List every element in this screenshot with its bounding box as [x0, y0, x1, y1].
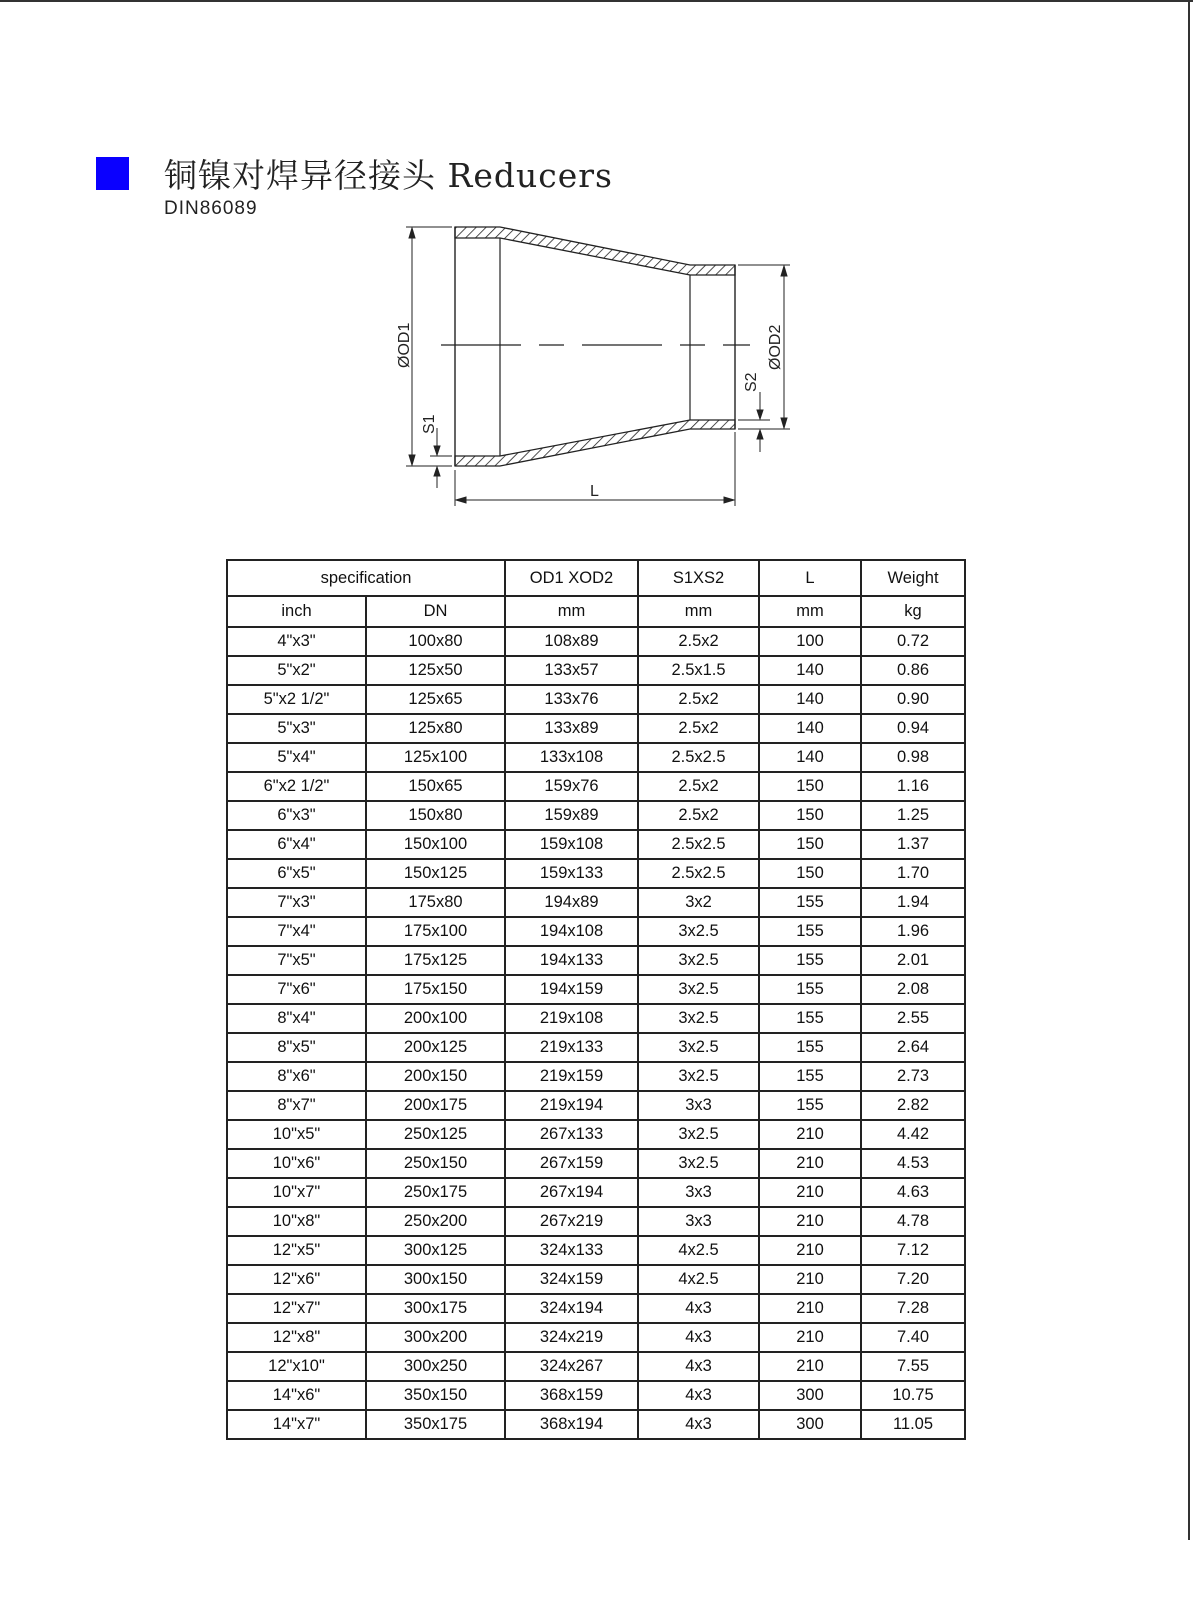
cell-weight: 1.70: [861, 859, 965, 888]
cell-s: 3x3: [638, 1178, 759, 1207]
cell-l: 155: [759, 1033, 861, 1062]
cell-l: 150: [759, 859, 861, 888]
cell-inch: 8"x6": [227, 1062, 366, 1091]
cell-weight: 10.75: [861, 1381, 965, 1410]
cell-od: 194x108: [505, 917, 638, 946]
cell-s: 2.5x2.5: [638, 830, 759, 859]
cell-od: 368x159: [505, 1381, 638, 1410]
cell-s: 4x3: [638, 1410, 759, 1439]
cell-s: 3x2.5: [638, 1004, 759, 1033]
cell-l: 155: [759, 888, 861, 917]
cell-od: 133x76: [505, 685, 638, 714]
table-unit-row: [227, 596, 965, 627]
cell-dn: 300x200: [366, 1323, 505, 1352]
cell-od: 267x219: [505, 1207, 638, 1236]
cell-s: 2.5x2.5: [638, 743, 759, 772]
cell-s: 3x3: [638, 1091, 759, 1120]
cell-od: 267x159: [505, 1149, 638, 1178]
cell-l: 150: [759, 801, 861, 830]
cell-inch: 6"x2 1/2": [227, 772, 366, 801]
cell-od: 133x57: [505, 656, 638, 685]
cell-inch: 5"x3": [227, 714, 366, 743]
cell-dn: 175x80: [366, 888, 505, 917]
cell-s: 2.5x2: [638, 801, 759, 830]
cell-od: 324x219: [505, 1323, 638, 1352]
table-row: [227, 714, 965, 743]
cell-od: 324x159: [505, 1265, 638, 1294]
cell-inch: 10"x5": [227, 1120, 366, 1149]
cell-l: 150: [759, 772, 861, 801]
cell-od: 368x194: [505, 1410, 638, 1439]
unit-od: mm: [505, 596, 638, 627]
cell-dn: 350x175: [366, 1410, 505, 1439]
cell-l: 140: [759, 714, 861, 743]
cell-weight: 11.05: [861, 1410, 965, 1439]
cell-od: 219x159: [505, 1062, 638, 1091]
table-row: [227, 975, 965, 1004]
cell-l: 210: [759, 1352, 861, 1381]
cell-dn: 200x175: [366, 1091, 505, 1120]
cell-l: 140: [759, 685, 861, 714]
cell-l: 155: [759, 946, 861, 975]
cell-inch: 10"x6": [227, 1149, 366, 1178]
cell-weight: 4.42: [861, 1120, 965, 1149]
cell-od: 194x133: [505, 946, 638, 975]
unit-l: mm: [759, 596, 861, 627]
cell-s: 3x2.5: [638, 1062, 759, 1091]
table-row: [227, 627, 965, 656]
reducer-body: [455, 227, 735, 466]
cell-inch: 5"x2 1/2": [227, 685, 366, 714]
cell-inch: 8"x4": [227, 1004, 366, 1033]
cell-dn: 125x100: [366, 743, 505, 772]
cell-dn: 350x150: [366, 1381, 505, 1410]
cell-weight: 7.55: [861, 1352, 965, 1381]
cell-inch: 10"x8": [227, 1207, 366, 1236]
cell-inch: 6"x5": [227, 859, 366, 888]
cell-weight: 2.55: [861, 1004, 965, 1033]
cell-weight: 1.94: [861, 888, 965, 917]
table-row: [227, 1236, 965, 1265]
unit-inch: inch: [227, 596, 366, 627]
header-l: L: [759, 560, 861, 596]
cell-od: 324x267: [505, 1352, 638, 1381]
page-title: 铜镍对焊异径接头 Reducers: [164, 156, 613, 195]
od2-label: ØOD2: [767, 324, 784, 370]
cell-s: 2.5x2: [638, 627, 759, 656]
cell-l: 300: [759, 1410, 861, 1439]
cell-l: 140: [759, 743, 861, 772]
cell-inch: 7"x3": [227, 888, 366, 917]
reducer-technical-drawing: [380, 215, 820, 515]
table-row: [227, 772, 965, 801]
cell-dn: 125x80: [366, 714, 505, 743]
od1-label: ØOD1: [396, 322, 413, 368]
length-label: L: [590, 483, 599, 500]
specification-table: [226, 559, 966, 1440]
table-row: [227, 801, 965, 830]
cell-weight: 0.86: [861, 656, 965, 685]
cell-od: 194x159: [505, 975, 638, 1004]
unit-dn: DN: [366, 596, 505, 627]
table-row: [227, 1265, 965, 1294]
cell-dn: 250x175: [366, 1178, 505, 1207]
s1-label: S1: [421, 414, 438, 434]
table-row: [227, 1207, 965, 1236]
s1-dimension: [430, 428, 452, 488]
cell-s: 2.5x2: [638, 685, 759, 714]
cell-l: 210: [759, 1120, 861, 1149]
cell-weight: 2.82: [861, 1091, 965, 1120]
page-frame-right: [1188, 0, 1190, 1540]
header-s: S1XS2: [638, 560, 759, 596]
cell-inch: 14"x6": [227, 1381, 366, 1410]
table-row: [227, 1178, 965, 1207]
cell-od: 133x108: [505, 743, 638, 772]
cell-od: 267x194: [505, 1178, 638, 1207]
cell-inch: 4"x3": [227, 627, 366, 656]
cell-weight: 4.53: [861, 1149, 965, 1178]
table-row: [227, 888, 965, 917]
cell-dn: 150x80: [366, 801, 505, 830]
cell-weight: 0.90: [861, 685, 965, 714]
cell-s: 4x3: [638, 1323, 759, 1352]
cell-weight: 0.98: [861, 743, 965, 772]
cell-od: 267x133: [505, 1120, 638, 1149]
unit-s: mm: [638, 596, 759, 627]
cell-od: 219x108: [505, 1004, 638, 1033]
cell-dn: 175x100: [366, 917, 505, 946]
table-row: [227, 1410, 965, 1439]
cell-dn: 125x65: [366, 685, 505, 714]
cell-weight: 4.78: [861, 1207, 965, 1236]
cell-inch: 8"x5": [227, 1033, 366, 1062]
cell-dn: 250x150: [366, 1149, 505, 1178]
cell-inch: 6"x3": [227, 801, 366, 830]
table-row: [227, 743, 965, 772]
table-row: [227, 946, 965, 975]
cell-dn: 150x125: [366, 859, 505, 888]
cell-inch: 12"x6": [227, 1265, 366, 1294]
header-weight: Weight: [861, 560, 965, 596]
cell-od: 133x89: [505, 714, 638, 743]
cell-dn: 300x125: [366, 1236, 505, 1265]
cell-l: 300: [759, 1381, 861, 1410]
cell-s: 3x3: [638, 1207, 759, 1236]
cell-weight: 1.25: [861, 801, 965, 830]
table-row: [227, 1294, 965, 1323]
cell-dn: 200x100: [366, 1004, 505, 1033]
cell-weight: 7.20: [861, 1265, 965, 1294]
section-marker: [96, 157, 129, 190]
cell-inch: 12"x5": [227, 1236, 366, 1265]
cell-dn: 175x150: [366, 975, 505, 1004]
cell-od: 194x89: [505, 888, 638, 917]
header-od: OD1 XOD2: [505, 560, 638, 596]
cell-inch: 10"x7": [227, 1178, 366, 1207]
cell-weight: 7.40: [861, 1323, 965, 1352]
cell-weight: 0.72: [861, 627, 965, 656]
cell-s: 3x2.5: [638, 1149, 759, 1178]
cell-dn: 150x100: [366, 830, 505, 859]
table-row: [227, 685, 965, 714]
cell-weight: 7.28: [861, 1294, 965, 1323]
cell-inch: 12"x8": [227, 1323, 366, 1352]
cell-s: 4x2.5: [638, 1265, 759, 1294]
table-row: [227, 830, 965, 859]
cell-inch: 14"x7": [227, 1410, 366, 1439]
table-row: [227, 1149, 965, 1178]
cell-weight: 7.12: [861, 1236, 965, 1265]
table-row: [227, 859, 965, 888]
cell-dn: 175x125: [366, 946, 505, 975]
cell-s: 4x2.5: [638, 1236, 759, 1265]
cell-dn: 200x125: [366, 1033, 505, 1062]
cell-weight: 1.37: [861, 830, 965, 859]
page-frame-top: [0, 0, 1193, 2]
cell-od: 219x133: [505, 1033, 638, 1062]
cell-inch: 5"x4": [227, 743, 366, 772]
cell-s: 2.5x2: [638, 714, 759, 743]
cell-s: 3x2.5: [638, 1033, 759, 1062]
cell-s: 3x2: [638, 888, 759, 917]
table-row: [227, 1004, 965, 1033]
cell-l: 140: [759, 656, 861, 685]
cell-inch: 8"x7": [227, 1091, 366, 1120]
cell-l: 210: [759, 1236, 861, 1265]
cell-s: 3x2.5: [638, 946, 759, 975]
cell-inch: 12"x10": [227, 1352, 366, 1381]
cell-inch: 7"x4": [227, 917, 366, 946]
cell-dn: 300x175: [366, 1294, 505, 1323]
cell-s: 3x2.5: [638, 917, 759, 946]
s2-dimension: [738, 392, 770, 452]
cell-s: 2.5x1.5: [638, 656, 759, 685]
cell-od: 324x194: [505, 1294, 638, 1323]
cell-weight: 2.64: [861, 1033, 965, 1062]
cell-l: 155: [759, 1062, 861, 1091]
cell-s: 3x2.5: [638, 1120, 759, 1149]
cell-l: 210: [759, 1323, 861, 1352]
s2-label: S2: [743, 372, 760, 392]
cell-weight: 1.96: [861, 917, 965, 946]
table-row: [227, 1091, 965, 1120]
cell-s: 4x3: [638, 1352, 759, 1381]
cell-od: 219x194: [505, 1091, 638, 1120]
cell-l: 210: [759, 1207, 861, 1236]
table-row: [227, 656, 965, 685]
table-row: [227, 1381, 965, 1410]
cell-od: 159x133: [505, 859, 638, 888]
cell-s: 2.5x2: [638, 772, 759, 801]
table-row: [227, 1033, 965, 1062]
cell-weight: 0.94: [861, 714, 965, 743]
cell-inch: 7"x6": [227, 975, 366, 1004]
cell-inch: 12"x7": [227, 1294, 366, 1323]
cell-od: 108x89: [505, 627, 638, 656]
cell-l: 155: [759, 1004, 861, 1033]
cell-dn: 200x150: [366, 1062, 505, 1091]
cell-dn: 125x50: [366, 656, 505, 685]
table-row: [227, 1062, 965, 1091]
unit-weight: kg: [861, 596, 965, 627]
cell-dn: 300x250: [366, 1352, 505, 1381]
cell-od: 324x133: [505, 1236, 638, 1265]
cell-weight: 1.16: [861, 772, 965, 801]
table-row: [227, 1120, 965, 1149]
table-row: [227, 1323, 965, 1352]
standard-code: DIN86089: [164, 198, 258, 219]
cell-l: 210: [759, 1294, 861, 1323]
cell-weight: 2.01: [861, 946, 965, 975]
cell-weight: 2.73: [861, 1062, 965, 1091]
cell-od: 159x89: [505, 801, 638, 830]
cell-od: 159x108: [505, 830, 638, 859]
header-specification: specification: [227, 560, 505, 596]
cell-weight: 4.63: [861, 1178, 965, 1207]
cell-dn: 300x150: [366, 1265, 505, 1294]
cell-l: 210: [759, 1149, 861, 1178]
table-row: [227, 1352, 965, 1381]
cell-dn: 250x125: [366, 1120, 505, 1149]
cell-l: 100: [759, 627, 861, 656]
table-row: [227, 917, 965, 946]
cell-s: 3x2.5: [638, 975, 759, 1004]
cell-inch: 5"x2": [227, 656, 366, 685]
cell-l: 155: [759, 917, 861, 946]
cell-l: 210: [759, 1265, 861, 1294]
cell-l: 210: [759, 1178, 861, 1207]
cell-inch: 6"x4": [227, 830, 366, 859]
cell-weight: 2.08: [861, 975, 965, 1004]
cell-s: 4x3: [638, 1294, 759, 1323]
cell-dn: 100x80: [366, 627, 505, 656]
cell-l: 155: [759, 1091, 861, 1120]
cell-l: 155: [759, 975, 861, 1004]
table-header-row: [227, 560, 965, 596]
cell-dn: 150x65: [366, 772, 505, 801]
cell-s: 2.5x2.5: [638, 859, 759, 888]
cell-inch: 7"x5": [227, 946, 366, 975]
cell-od: 159x76: [505, 772, 638, 801]
cell-s: 4x3: [638, 1381, 759, 1410]
cell-l: 150: [759, 830, 861, 859]
cell-dn: 250x200: [366, 1207, 505, 1236]
